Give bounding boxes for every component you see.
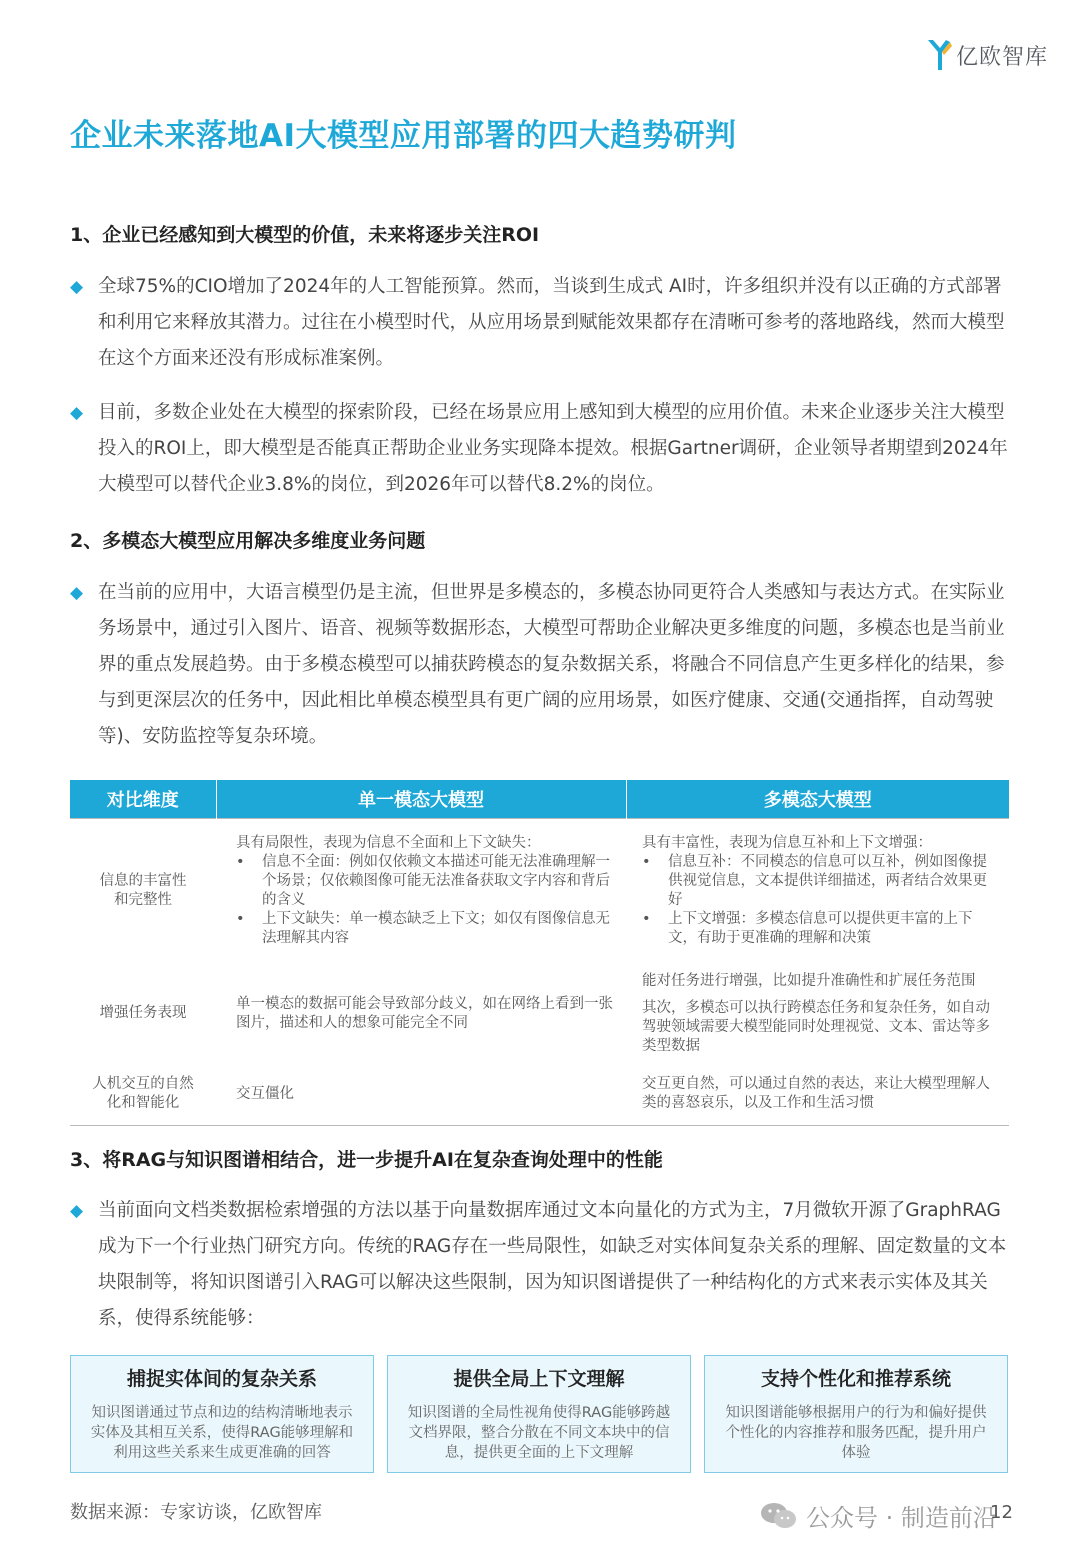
feature-box-personalization bbox=[704, 1355, 1008, 1473]
box-text: 知识图谱通过节点和边的结构清晰地表示实体及其相互关系，使得RAG能够理解和利用这些关系来生成更准确的回答 bbox=[90, 1405, 354, 1461]
bullet-text: 目前，多数企业处在大模型的探索阶段，已经在场景应用上感知到大模型的应用价值。未来企业逐步关注大模型投入的ROI上，即大模型是否能真正帮助企业业务实现降本提效。根据Gartner调研，企业领导者期望到2024年大模型可以替代企业3.8%的岗位，到2026年可以替代8.2%的岗位。 bbox=[98, 402, 1008, 495]
diamond-bullet-icon: ◆ bbox=[70, 1201, 84, 1221]
diamond-bullet-icon: ◆ bbox=[70, 583, 84, 603]
bullet-text: 在当前的应用中，大语言模型仍是主流，但世界是多模态的，多模态协同更符合人类感知与表达方式。在实际业务场景中，通过引入图片、语音、视频等数据形态，大模型可帮助企业解决更多维度的问题，多模态也是当前业界的重点发展趋势。由于多模态模型可以捕获跨模态的复杂数据关系，将融合不同信息产生更多样化的结果，参与到更深层次的任务中，因此相比单模态模型具有更广阔的应用场景，如医疗健康、交通(交通指挥，自动驾驶等)、安防监控等复杂环境。 bbox=[98, 582, 1005, 747]
table-cell-dimension: 人机交互的自然 化和智能化 bbox=[70, 1064, 216, 1126]
table-cell-dimension: 增强任务表现 bbox=[99, 1005, 187, 1021]
table-row bbox=[70, 964, 1009, 1064]
box-text: 知识图谱能够根据用户的行为和偏好提供个性化的内容推荐和服务匹配，提升用户体验 bbox=[725, 1405, 987, 1461]
table-cell-dimension: 信息的丰富性 和完整性 bbox=[70, 819, 216, 964]
watermark bbox=[760, 1498, 997, 1533]
list-item: • 信息不全面：例如仅依赖文本描述可能无法准确理解一个场景；仅依赖图像可能无法准备获取文字内容和背后的含义 bbox=[236, 854, 610, 909]
list-item: • 上下文增强：多模态信息可以提供更丰富的上下文，有助于更准确的理解和决策 bbox=[642, 911, 973, 947]
watermark-text: 公众号 · 制造前沿 bbox=[806, 1504, 997, 1532]
section-heading-2: 2、多模态大模型应用解决多维度业务问题 bbox=[70, 530, 426, 552]
section-3-bullet-1 bbox=[70, 1193, 1010, 1337]
feature-box-entity-relations bbox=[70, 1355, 374, 1473]
yiou-logo-icon bbox=[926, 38, 952, 72]
cell-intro: 具有局限性，表现为信息不全面和上下文缺失： bbox=[236, 835, 541, 852]
page-number: 12 bbox=[990, 1502, 1013, 1523]
table-row bbox=[70, 1064, 1009, 1126]
table-header-row bbox=[70, 780, 1009, 819]
table-cell-single: 单一模态的数据可能会导致部分歧义，如在网络上看到一张图片，描述和人的想象可能完全不同 bbox=[236, 995, 613, 1031]
bullet-text: 全球75%的CIO增加了2024年的人工智能预算。然而，当谈到生成式 AI时，许多组织并没有以正确的方式部署和利用它来释放其潜力。过往在小模型时代，从应用场景到赋能效果都存在清晰可参考的落地路线，然而大模型在这个方面来还没有形成标准案例。 bbox=[98, 276, 1005, 369]
wechat-icon bbox=[760, 1501, 798, 1531]
box-text: 知识图谱的全局性视角使得RAG能够跨越文档界限，整合分散在不同文本块中的信息，提供更全面的上下文理解 bbox=[407, 1405, 671, 1461]
cell-intro: 具有丰富性，表现为信息互补和上下文增强： bbox=[642, 835, 932, 852]
box-title: 支持个性化和推荐系统 bbox=[760, 1368, 951, 1390]
table-header-dimension: 对比维度 bbox=[70, 780, 216, 819]
feature-box-global-context bbox=[387, 1355, 691, 1473]
section-2-bullet-1 bbox=[70, 575, 1010, 755]
table-cell-single: 交互僵化 bbox=[216, 1064, 626, 1126]
section-heading-3: 3、将RAG与知识图谱相结合，进一步提升AI在复杂查询处理中的性能 bbox=[70, 1149, 663, 1171]
table-cell-multi bbox=[626, 819, 1009, 964]
list-item: • 上下文缺失：单一模态缺乏上下文；如仅有图像信息无法理解其内容 bbox=[236, 911, 610, 947]
box-title: 捕捉实体间的复杂关系 bbox=[126, 1368, 317, 1390]
brand-logo bbox=[926, 38, 1048, 72]
section-1-bullet-2 bbox=[70, 395, 1010, 503]
box-title: 提供全局上下文理解 bbox=[453, 1368, 625, 1390]
bullet-text: 当前面向文档类数据检索增强的方法以基于向量数据库通过文本向量化的方式为主，7月微软开源了GraphRAG成为下一个行业热门研究方向。传统的RAG存在一些局限性，如缺乏对实体间复杂关系的理解、固定数量的文本块限制等，将知识图谱引入RAG可以解决这些限制，因为知识图谱提供了一种结构化的方式来表示实体及其关系，使得系统能够： bbox=[98, 1200, 1007, 1329]
list-item: • 信息互补：不同模态的信息可以互补，例如图像提供视觉信息，文本提供详细描述，两者结合效果更好 bbox=[642, 854, 987, 909]
table-cell-multi: 交互更自然，可以通过自然的表达，来让大模型理解人类的喜怒哀乐，以及工作和生活习惯 bbox=[626, 1064, 1009, 1126]
comparison-table bbox=[70, 780, 1009, 1126]
page-title: 企业未来落地AI大模型应用部署的四大趋势研判 bbox=[70, 118, 737, 154]
table-cell-single bbox=[216, 819, 626, 964]
diamond-bullet-icon: ◆ bbox=[70, 403, 84, 423]
logo-text: 亿欧智库 bbox=[956, 44, 1049, 70]
cell-text: 其次，多模态可以执行跨模态任务和复杂任务，如自动驾驶领域需要大模型能同时处理视觉、文本、雷达等多类型数据 bbox=[642, 999, 990, 1054]
table-cell-multi bbox=[626, 964, 1009, 1064]
diamond-bullet-icon: ◆ bbox=[70, 277, 84, 297]
section-heading-1: 1、企业已经感知到大模型的价值，未来将逐步关注ROI bbox=[70, 224, 540, 246]
section-1-bullet-1 bbox=[70, 269, 1010, 377]
table-header-multi-modal: 多模态大模型 bbox=[626, 780, 1009, 819]
cell-text: 能对任务进行增强，比如提升准确性和扩展任务范围 bbox=[642, 972, 976, 989]
data-source: 数据来源：专家访谈，亿欧智库 bbox=[70, 1502, 322, 1523]
table-row bbox=[70, 819, 1009, 964]
table-header-single-modal: 单一模态大模型 bbox=[216, 780, 626, 819]
